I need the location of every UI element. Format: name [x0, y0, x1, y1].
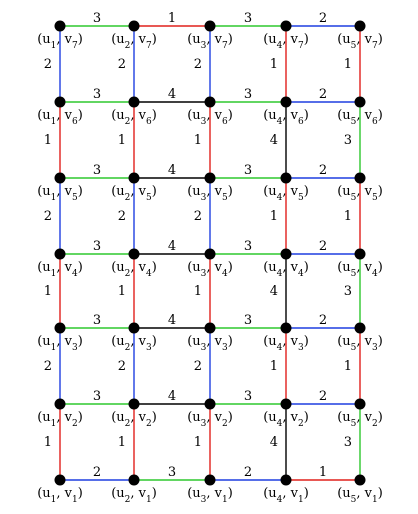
edge-weight-label: 3 — [92, 239, 102, 254]
vertex-node — [205, 475, 216, 486]
vertex-label: ($u_5$, $v_2$) — [337, 410, 383, 429]
edge-weight-label: 3 — [92, 11, 102, 26]
edge-weight-label: 1 — [193, 133, 202, 148]
vertex-label: ($u_2$, $v_6$) — [111, 108, 157, 127]
vertex-label: ($u_3$, $v_5$) — [187, 184, 233, 203]
edge-weight-label: 2 — [193, 57, 202, 72]
edge-weight-label: 4 — [167, 239, 177, 254]
vertex-node — [129, 475, 140, 486]
vertex-label: ($u_5$, $v_4$) — [337, 260, 383, 279]
vertex-label: ($u_4$, $v_3$) — [263, 334, 309, 353]
vertex-label: ($u_5$, $v_3$) — [337, 334, 383, 353]
vertex-label: ($u_3$, $v_6$) — [187, 108, 233, 127]
vertex-node — [355, 475, 366, 486]
vertex-label: ($u_4$, $v_2$) — [263, 410, 309, 429]
edge-weight-label: 3 — [343, 133, 352, 148]
vertex-label: ($u_1$, $v_5$) — [37, 184, 83, 203]
vertex-label: ($u_1$, $v_2$) — [37, 410, 83, 429]
vertex-label: ($u_4$, $v_6$) — [263, 108, 309, 127]
edge-weight-label: 3 — [243, 163, 253, 178]
edge-weight-label: 2 — [243, 465, 253, 480]
edge-weight-label: 1 — [117, 284, 126, 299]
vertex-label: ($u_2$, $v_4$) — [111, 260, 157, 279]
vertex-node — [129, 323, 140, 334]
vertex-label: ($u_3$, $v_3$) — [187, 334, 233, 353]
vertex-node — [129, 97, 140, 108]
edge-weight-label: 3 — [243, 239, 253, 254]
vertex-node — [55, 475, 66, 486]
vertex-label: ($u_4$, $v_5$) — [263, 184, 309, 203]
edge-weight-label: 1 — [43, 133, 52, 148]
vertex-node — [55, 249, 66, 260]
vertex-node — [205, 323, 216, 334]
edge-weight-label: 2 — [318, 163, 328, 178]
edge-weight-label: 1 — [269, 359, 278, 374]
edge-weight-label: 2 — [193, 359, 202, 374]
edge-weight-label: 2 — [117, 359, 126, 374]
vertex-label: ($u_2$, $v_2$) — [111, 410, 157, 429]
vertex-node — [55, 323, 66, 334]
edge-weight-label: 4 — [269, 435, 278, 450]
edge-weight-label: 3 — [243, 87, 253, 102]
edge-weight-label: 3 — [92, 313, 102, 328]
vertex-node — [55, 97, 66, 108]
vertex-label: ($u_3$, $v_7$) — [187, 32, 233, 51]
vertex-label: ($u_4$, $v_1$) — [263, 486, 309, 505]
edge-weight-label: 1 — [343, 57, 352, 72]
vertex-label: ($u_2$, $v_7$) — [111, 32, 157, 51]
vertex-label: ($u_4$, $v_7$) — [263, 32, 309, 51]
edge-weight-label: 4 — [269, 133, 278, 148]
edge-weight-label: 4 — [167, 163, 177, 178]
edge-weight-label: 4 — [167, 313, 177, 328]
edge-weight-label: 4 — [167, 87, 177, 102]
edge-weight-label: 2 — [318, 389, 328, 404]
vertex-label: ($u_2$, $v_3$) — [111, 334, 157, 353]
vertex-node — [355, 323, 366, 334]
vertex-node — [205, 97, 216, 108]
edge-weight-label: 1 — [269, 57, 278, 72]
edge-weight-label: 1 — [117, 435, 126, 450]
vertex-node — [129, 399, 140, 410]
vertex-node — [281, 21, 292, 32]
edge-weight-label: 2 — [43, 209, 52, 224]
vertex-node — [129, 173, 140, 184]
vertex-node — [355, 97, 366, 108]
edge-weight-label: 2 — [43, 359, 52, 374]
edge-weight-label: 1 — [43, 435, 52, 450]
edge-weight-label: 3 — [243, 313, 253, 328]
vertex-label: ($u_5$, $v_6$) — [337, 108, 383, 127]
edge-weight-label: 3 — [343, 435, 352, 450]
vertex-node — [355, 173, 366, 184]
edge-weight-label: 1 — [343, 209, 352, 224]
edge-weight-label: 3 — [243, 11, 253, 26]
vertex-node — [281, 323, 292, 334]
edge-weight-label: 2 — [318, 11, 328, 26]
vertex-label: ($u_4$, $v_4$) — [263, 260, 309, 279]
vertex-node — [129, 21, 140, 32]
edge-weight-label: 4 — [269, 284, 278, 299]
vertex-node — [355, 249, 366, 260]
vertex-label: ($u_1$, $v_4$) — [37, 260, 83, 279]
vertex-node — [205, 249, 216, 260]
edge-weight-label: 3 — [92, 87, 102, 102]
vertex-label: ($u_1$, $v_6$) — [37, 108, 83, 127]
vertex-node — [355, 399, 366, 410]
vertex-label: ($u_5$, $v_7$) — [337, 32, 383, 51]
vertex-node — [55, 399, 66, 410]
vertex-node — [281, 97, 292, 108]
edge-weight-label: 2 — [92, 465, 102, 480]
edge-weight-label: 1 — [193, 435, 202, 450]
vertex-node — [355, 21, 366, 32]
vertex-label: ($u_3$, $v_1$) — [187, 486, 233, 505]
edge-weight-label: 1 — [117, 133, 126, 148]
edge-weight-label: 1 — [193, 284, 202, 299]
vertex-label: ($u_5$, $v_5$) — [337, 184, 383, 203]
edge-weight-label: 3 — [92, 389, 102, 404]
vertex-node — [281, 249, 292, 260]
vertex-node — [281, 475, 292, 486]
vertex-node — [205, 399, 216, 410]
edge-weight-label: 2 — [318, 313, 328, 328]
edge-weight-label: 2 — [117, 57, 126, 72]
vertex-label: ($u_1$, $v_7$) — [37, 32, 83, 51]
edge-weight-label: 2 — [318, 87, 328, 102]
vertex-label: ($u_5$, $v_1$) — [337, 486, 383, 505]
vertex-node — [55, 21, 66, 32]
vertex-node — [281, 399, 292, 410]
vertex-node — [205, 21, 216, 32]
edge-weight-label: 2 — [318, 239, 328, 254]
vertex-label: ($u_1$, $v_3$) — [37, 334, 83, 353]
vertex-label: ($u_2$, $v_5$) — [111, 184, 157, 203]
vertex-label: ($u_3$, $v_4$) — [187, 260, 233, 279]
vertex-node — [281, 173, 292, 184]
edge-weight-label: 1 — [269, 209, 278, 224]
edge-weight-label: 1 — [43, 284, 52, 299]
edge-weight-label: 3 — [92, 163, 102, 178]
vertex-node — [129, 249, 140, 260]
edge-weight-label: 1 — [167, 11, 177, 26]
edge-weight-label: 1 — [318, 465, 328, 480]
edge-weight-label: 3 — [343, 284, 352, 299]
edge-weight-label: 2 — [193, 209, 202, 224]
edge-weight-label: 2 — [117, 209, 126, 224]
vertex-label: ($u_3$, $v_2$) — [187, 410, 233, 429]
edge-weight-label: 1 — [343, 359, 352, 374]
vertex-node — [205, 173, 216, 184]
vertex-label: ($u_1$, $v_1$) — [37, 486, 83, 505]
edge-weight-label: 3 — [167, 465, 177, 480]
edge-weight-label: 3 — [243, 389, 253, 404]
edge-weight-label: 4 — [167, 389, 177, 404]
edge-weight-label: 2 — [43, 57, 52, 72]
vertex-node — [55, 173, 66, 184]
vertex-label: ($u_2$, $v_1$) — [111, 486, 157, 505]
